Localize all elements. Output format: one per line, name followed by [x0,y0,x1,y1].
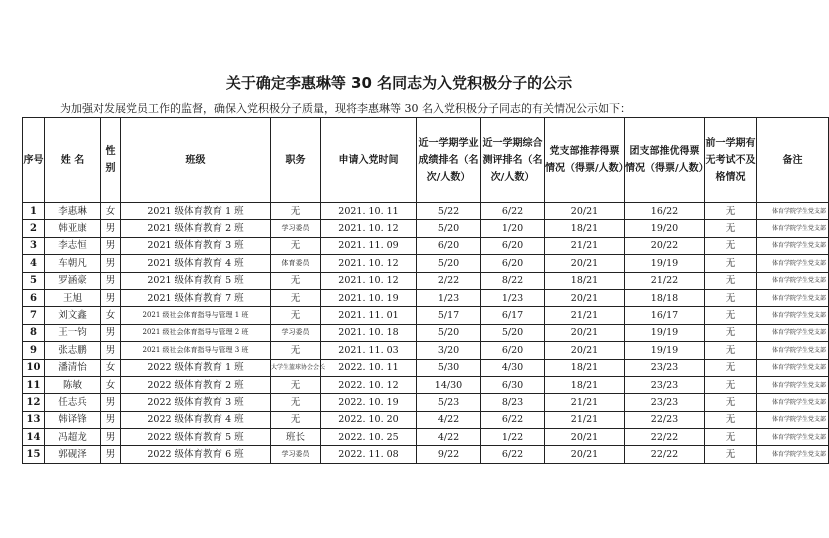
cell-overall-rank: 1/23 [481,289,545,306]
cell-failed-exams: 无 [705,203,757,220]
cell-league-votes: 19/19 [625,324,705,341]
cell-academic-rank: 5/23 [417,394,481,411]
cell-seq: 4 [23,255,45,272]
cell-position: 学习委员 [271,324,321,341]
cell-position: 无 [271,411,321,428]
cell-class: 2021 级体育教育 1 班 [121,203,271,220]
cell-failed-exams: 无 [705,324,757,341]
cell-apply-date: 2022. 10. 25 [321,429,417,446]
cell-seq: 5 [23,272,45,289]
cell-position: 大学生篮球协会会长 [271,359,321,376]
cell-apply-date: 2022. 10. 12 [321,376,417,393]
cell-failed-exams: 无 [705,429,757,446]
cell-league-votes: 23/23 [625,359,705,376]
cell-party-votes: 20/21 [545,324,625,341]
header-position: 职务 [271,118,321,203]
cell-remarks: 体育学院学生党支部 [757,324,829,341]
cell-academic-rank: 5/20 [417,255,481,272]
cell-academic-rank: 5/22 [417,203,481,220]
cell-remarks: 体育学院学生党支部 [757,394,829,411]
cell-academic-rank: 5/30 [417,359,481,376]
cell-overall-rank: 5/20 [481,324,545,341]
table-row [23,411,829,428]
cell-party-votes: 20/21 [545,429,625,446]
cell-seq: 12 [23,394,45,411]
cell-apply-date: 2021. 11. 03 [321,342,417,359]
cell-party-votes: 18/21 [545,359,625,376]
table-row [23,376,829,393]
cell-position: 学习委员 [271,446,321,463]
cell-position: 无 [271,342,321,359]
cell-party-votes: 18/21 [545,220,625,237]
cell-apply-date: 2021. 10. 12 [321,255,417,272]
cell-academic-rank: 9/22 [417,446,481,463]
cell-seq: 7 [23,307,45,324]
cell-gender: 男 [101,237,121,254]
cell-apply-date: 2021. 10. 19 [321,289,417,306]
cell-gender: 女 [101,359,121,376]
cell-remarks: 体育学院学生党支部 [757,237,829,254]
cell-failed-exams: 无 [705,376,757,393]
cell-gender: 男 [101,272,121,289]
cell-academic-rank: 4/22 [417,429,481,446]
cell-apply-date: 2022. 11. 08 [321,446,417,463]
cell-failed-exams: 无 [705,359,757,376]
header-remarks: 备注 [757,118,829,203]
table-row [23,237,829,254]
cell-name: 冯超龙 [45,429,101,446]
cell-seq: 8 [23,324,45,341]
cell-league-votes: 18/18 [625,289,705,306]
cell-name: 李惠琳 [45,203,101,220]
cell-party-votes: 21/21 [545,237,625,254]
cell-party-votes: 21/21 [545,394,625,411]
cell-party-votes: 18/21 [545,376,625,393]
cell-seq: 10 [23,359,45,376]
cell-name: 韩译锋 [45,411,101,428]
cell-overall-rank: 4/30 [481,359,545,376]
cell-gender: 女 [101,376,121,393]
cell-class: 2021 级社会体育指导与管理 1 班 [121,307,271,324]
cell-class: 2021 级体育教育 5 班 [121,272,271,289]
cell-failed-exams: 无 [705,411,757,428]
cell-academic-rank: 6/20 [417,237,481,254]
cell-name: 李志恒 [45,237,101,254]
cell-seq: 15 [23,446,45,463]
cell-gender: 女 [101,203,121,220]
cell-league-votes: 16/22 [625,203,705,220]
cell-party-votes: 20/21 [545,255,625,272]
cell-remarks: 体育学院学生党支部 [757,411,829,428]
cell-class: 2022 级体育教育 1 班 [121,359,271,376]
cell-league-votes: 20/22 [625,237,705,254]
header-league-votes: 团支部推优得票情况（得票/人数） [625,118,705,203]
cell-overall-rank: 6/20 [481,237,545,254]
header-apply-date: 申请入党时间 [321,118,417,203]
table-row [23,342,829,359]
cell-position: 班长 [271,429,321,446]
cell-position: 无 [271,307,321,324]
cell-apply-date: 2022. 10. 20 [321,411,417,428]
cell-position: 无 [271,394,321,411]
cell-league-votes: 22/23 [625,411,705,428]
header-failed-exams: 前一学期有无考试不及格情况 [705,118,757,203]
cell-league-votes: 19/19 [625,342,705,359]
header-row [23,118,829,203]
cell-academic-rank: 2/22 [417,272,481,289]
cell-remarks: 体育学院学生党支部 [757,342,829,359]
cell-gender: 男 [101,446,121,463]
cell-party-votes: 20/21 [545,203,625,220]
header-name: 姓 名 [45,118,101,203]
table-row [23,203,829,220]
cell-academic-rank: 5/20 [417,220,481,237]
candidates-table [22,117,829,464]
cell-gender: 男 [101,289,121,306]
cell-league-votes: 21/22 [625,272,705,289]
cell-name: 王一钧 [45,324,101,341]
cell-academic-rank: 1/23 [417,289,481,306]
cell-league-votes: 22/22 [625,446,705,463]
cell-class: 2021 级体育教育 7 班 [121,289,271,306]
cell-seq: 2 [23,220,45,237]
cell-academic-rank: 3/20 [417,342,481,359]
cell-remarks: 体育学院学生党支部 [757,203,829,220]
cell-seq: 6 [23,289,45,306]
cell-gender: 男 [101,394,121,411]
cell-apply-date: 2022. 10. 19 [321,394,417,411]
cell-seq: 9 [23,342,45,359]
cell-class: 2022 级体育教育 4 班 [121,411,271,428]
cell-party-votes: 20/21 [545,446,625,463]
cell-class: 2022 级体育教育 5 班 [121,429,271,446]
cell-overall-rank: 6/22 [481,446,545,463]
cell-party-votes: 20/21 [545,342,625,359]
cell-name: 陈敏 [45,376,101,393]
cell-overall-rank: 1/22 [481,429,545,446]
cell-overall-rank: 6/20 [481,342,545,359]
table-row [23,394,829,411]
cell-seq: 14 [23,429,45,446]
cell-class: 2021 级体育教育 4 班 [121,255,271,272]
cell-overall-rank: 8/22 [481,272,545,289]
cell-apply-date: 2021. 11. 09 [321,237,417,254]
header-class: 班级 [121,118,271,203]
cell-remarks: 体育学院学生党支部 [757,272,829,289]
cell-overall-rank: 1/20 [481,220,545,237]
table-row [23,307,829,324]
table-row [23,324,829,341]
cell-academic-rank: 5/20 [417,324,481,341]
cell-party-votes: 20/21 [545,289,625,306]
cell-failed-exams: 无 [705,272,757,289]
cell-failed-exams: 无 [705,237,757,254]
cell-class: 2021 级体育教育 2 班 [121,220,271,237]
cell-gender: 女 [101,307,121,324]
cell-position: 体育委员 [271,255,321,272]
cell-seq: 13 [23,411,45,428]
cell-remarks: 体育学院学生党支部 [757,289,829,306]
cell-apply-date: 2021. 11. 01 [321,307,417,324]
cell-seq: 11 [23,376,45,393]
cell-name: 王旭 [45,289,101,306]
cell-remarks: 体育学院学生党支部 [757,359,829,376]
cell-failed-exams: 无 [705,342,757,359]
cell-gender: 男 [101,255,121,272]
cell-remarks: 体育学院学生党支部 [757,307,829,324]
cell-academic-rank: 5/17 [417,307,481,324]
cell-name: 罗涵豪 [45,272,101,289]
cell-academic-rank: 14/30 [417,376,481,393]
cell-apply-date: 2021. 10. 18 [321,324,417,341]
cell-party-votes: 18/21 [545,272,625,289]
cell-class: 2022 级体育教育 2 班 [121,376,271,393]
table-row [23,446,829,463]
cell-overall-rank: 6/22 [481,411,545,428]
cell-position: 无 [271,203,321,220]
cell-seq: 3 [23,237,45,254]
cell-class: 2022 级体育教育 6 班 [121,446,271,463]
table-row [23,255,829,272]
cell-gender: 男 [101,429,121,446]
cell-league-votes: 22/22 [625,429,705,446]
cell-failed-exams: 无 [705,446,757,463]
cell-position: 无 [271,237,321,254]
cell-gender: 男 [101,342,121,359]
table-row [23,220,829,237]
cell-gender: 男 [101,220,121,237]
header-gender: 性别 [101,118,121,203]
cell-party-votes: 21/21 [545,411,625,428]
cell-apply-date: 2021. 10. 12 [321,220,417,237]
cell-league-votes: 23/23 [625,376,705,393]
cell-name: 刘文鑫 [45,307,101,324]
cell-class: 2021 级社会体育指导与管理 3 班 [121,342,271,359]
cell-league-votes: 19/19 [625,255,705,272]
cell-seq: 1 [23,203,45,220]
cell-apply-date: 2021. 10. 11 [321,203,417,220]
header-seq: 序号 [23,118,45,203]
cell-remarks: 体育学院学生党支部 [757,446,829,463]
cell-remarks: 体育学院学生党支部 [757,429,829,446]
page-title: 关于确定李惠琳等 30 名同志为入党积极分子的公示 [225,74,573,92]
intro-paragraph: 为加强对发展党员工作的监督，确保入党积极分子质量，现将李惠琳等 30 名入党积极分子同志的有关情况公示如下： [60,102,631,115]
cell-position: 无 [271,289,321,306]
cell-name: 韩亚康 [45,220,101,237]
cell-overall-rank: 8/23 [481,394,545,411]
cell-failed-exams: 无 [705,394,757,411]
cell-name: 任志兵 [45,394,101,411]
cell-failed-exams: 无 [705,255,757,272]
cell-name: 车朝凡 [45,255,101,272]
table-row [23,289,829,306]
cell-overall-rank: 6/20 [481,255,545,272]
cell-position: 无 [271,272,321,289]
cell-overall-rank: 6/30 [481,376,545,393]
cell-league-votes: 16/17 [625,307,705,324]
header-academic-rank: 近一学期学业成绩排名（名次/人数） [417,118,481,203]
cell-gender: 男 [101,324,121,341]
cell-academic-rank: 4/22 [417,411,481,428]
cell-remarks: 体育学院学生党支部 [757,220,829,237]
cell-remarks: 体育学院学生党支部 [757,376,829,393]
cell-name: 郭砚泽 [45,446,101,463]
cell-failed-exams: 无 [705,289,757,306]
cell-class: 2022 级体育教育 3 班 [121,394,271,411]
table-row [23,359,829,376]
cell-overall-rank: 6/17 [481,307,545,324]
table-row [23,429,829,446]
cell-league-votes: 19/20 [625,220,705,237]
cell-overall-rank: 6/22 [481,203,545,220]
cell-class: 2021 级体育教育 3 班 [121,237,271,254]
cell-failed-exams: 无 [705,307,757,324]
cell-position: 学习委员 [271,220,321,237]
cell-remarks: 体育学院学生党支部 [757,255,829,272]
cell-failed-exams: 无 [705,220,757,237]
cell-apply-date: 2021. 10. 12 [321,272,417,289]
cell-gender: 男 [101,411,121,428]
header-overall-rank: 近一学期综合测评排名（名次/人数） [481,118,545,203]
cell-apply-date: 2022. 10. 11 [321,359,417,376]
cell-league-votes: 23/23 [625,394,705,411]
cell-name: 张志鹏 [45,342,101,359]
cell-party-votes: 21/21 [545,307,625,324]
header-party-votes: 党支部推荐得票情况（得票/人数） [545,118,625,203]
cell-position: 无 [271,376,321,393]
table-row [23,272,829,289]
cell-class: 2021 级社会体育指导与管理 2 班 [121,324,271,341]
cell-name: 潘清怡 [45,359,101,376]
